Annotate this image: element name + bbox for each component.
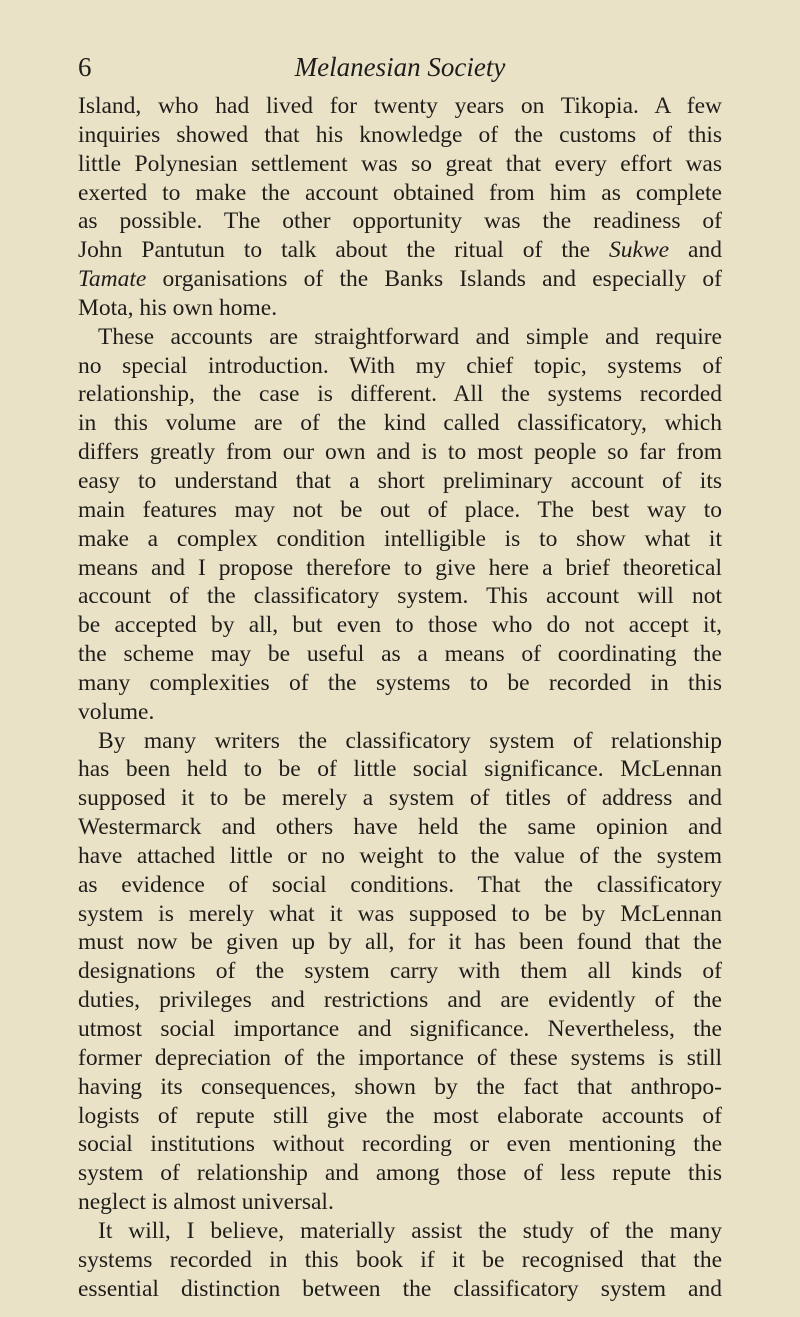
text-segment: has been held to be of little social significance. McLennan (78, 756, 722, 783)
text-segment: essential distinction between the classificatory system and (78, 1275, 722, 1302)
text-segment: system of relationship and among those of less repute this (78, 1160, 722, 1187)
text-segment: little Polynesian settlement was so great that every effort was (78, 150, 722, 177)
text-line (78, 813, 722, 842)
text-segment: Island, who had lived for twenty years on Tikopia. A few (78, 93, 722, 119)
text-line (78, 611, 722, 640)
text-line (78, 207, 722, 236)
text-line (78, 1217, 722, 1246)
text-segment: easy to understand that a short preliminary account of its (78, 467, 722, 494)
text-line (78, 323, 722, 352)
text-line (78, 1015, 722, 1044)
text-segment: organisations of the Banks Islands and especially of (146, 266, 722, 293)
running-title: Melanesian Society (294, 52, 506, 82)
text-line (78, 236, 722, 265)
text-segment: volume. (78, 698, 155, 725)
text-segment: These accounts are straightforward and simple and require (98, 323, 722, 350)
text-segment: many complexities of the systems to be recorded in this (78, 669, 722, 696)
text-segment: be accepted by all, but even to those who do not accept it, (78, 612, 722, 639)
text-segment: By many writers the classificatory system of relationship (98, 727, 722, 754)
text-segment: relationship, the case is different. All the systems recorded (78, 381, 722, 408)
text-line (78, 1275, 722, 1304)
text-line (78, 294, 722, 323)
text-line (78, 640, 722, 669)
text-line (78, 1130, 722, 1159)
text-line (78, 496, 722, 525)
text-line (78, 179, 722, 208)
text-segment: John Pantutun to talk about the ritual of the (78, 237, 610, 264)
text-segment: having its consequences, shown by the fact that anthropo- (78, 1073, 722, 1100)
italic-term: Tamate (78, 266, 147, 293)
text-segment: designations of the system carry with them all kinds of (78, 958, 722, 985)
text-segment: utmost social importance and significance. Nevertheless, the (78, 1016, 722, 1042)
running-header (78, 52, 722, 88)
text-line (78, 121, 722, 150)
page-number: 6 (78, 52, 92, 82)
text-segment: must now be given up by all, for it has been found that the (78, 929, 722, 956)
text-line (78, 1159, 722, 1188)
text-segment: system is merely what it was supposed to be by McLennan (78, 900, 722, 927)
text-segment: no special introduction. With my chief topic, systems of (78, 352, 722, 379)
text-segment: have attached little or no weight to the value of the system (78, 842, 722, 869)
text-segment: logists of repute still give the most elaborate accounts of (78, 1102, 722, 1129)
text-segment: inquiries showed that his knowledge of the customs of this (78, 121, 722, 148)
text-line (78, 784, 722, 813)
text-line (78, 986, 722, 1015)
text-segment: the scheme may be useful as a means of coordinating the (78, 641, 722, 668)
text-segment: neglect is almost universal. (78, 1189, 334, 1216)
text-segment: Westermarck and others have held the same opinion and (78, 814, 722, 841)
text-line (78, 380, 722, 409)
text-line (78, 467, 722, 496)
text-segment: It will, I believe, materially assist the study of the many (98, 1217, 722, 1244)
text-segment: duties, privileges and restrictions and are evidently of the (78, 987, 722, 1014)
text-line (78, 1102, 722, 1131)
text-segment: and (669, 237, 722, 264)
text-segment: supposed it to be merely a system of titles of address and (78, 785, 722, 812)
text-line (78, 669, 722, 698)
text-segment: main features may not be out of place. The best way to (78, 496, 722, 523)
text-segment: former depreciation of the importance of these systems is still (78, 1044, 722, 1071)
text-line (78, 900, 722, 929)
text-segment: in this volume are of the kind called classificatory, which (78, 410, 722, 437)
text-line (78, 1246, 722, 1275)
text-line (78, 92, 722, 121)
text-segment: make a complex condition intelligible is to show what it (78, 525, 722, 552)
italic-term: Sukwe (609, 237, 670, 264)
body-text (78, 92, 722, 1303)
text-line (78, 755, 722, 784)
text-line (78, 352, 722, 381)
text-segment: social institutions without recording or even mentioning the (78, 1131, 722, 1158)
text-segment: Mota, his own home. (78, 294, 278, 321)
text-line (78, 1073, 722, 1102)
text-line (78, 842, 722, 871)
text-line (78, 698, 722, 727)
text-line (78, 150, 722, 179)
text-segment: account of the classificatory system. This account will not (78, 583, 722, 610)
text-line (78, 1044, 722, 1073)
text-line (78, 525, 722, 554)
text-segment: systems recorded in this book if it be recognised that the (78, 1246, 722, 1273)
text-line (78, 1188, 722, 1217)
text-segment: exerted to make the account obtained from him as complete (78, 179, 722, 206)
text-line (78, 438, 722, 467)
text-line (78, 265, 722, 294)
text-segment: as possible. The other opportunity was the readiness of (78, 208, 722, 235)
text-line (78, 409, 722, 438)
text-line (78, 727, 722, 756)
text-line (78, 582, 722, 611)
text-segment: means and I propose therefore to give here a brief theoretical (78, 554, 722, 581)
text-line (78, 928, 722, 957)
text-segment: as evidence of social conditions. That the classificatory (78, 871, 722, 898)
text-line (78, 871, 722, 900)
text-segment: differs greatly from our own and is to most people so far from (78, 439, 722, 466)
text-line (78, 957, 722, 986)
text-line (78, 554, 722, 583)
